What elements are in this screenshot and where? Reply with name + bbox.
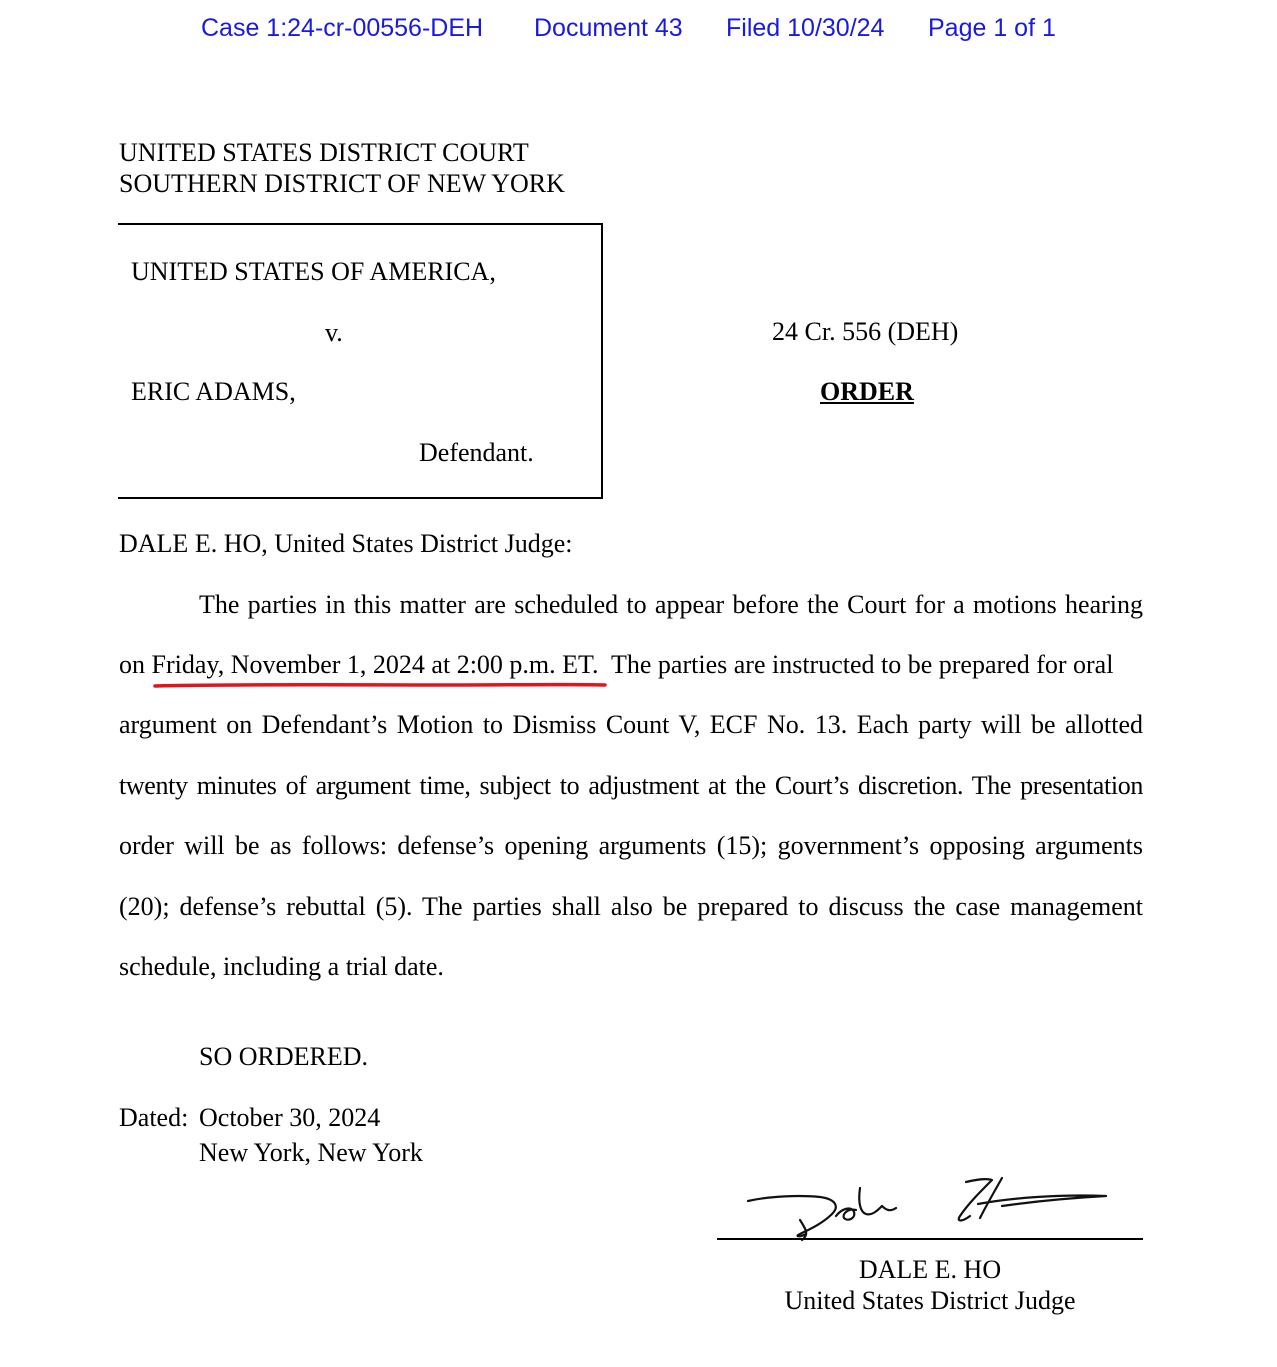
so-ordered: SO ORDERED. [199, 1042, 369, 1071]
body-line-4: twenty minutes of argument time, subject to adjustment at the Court’s discretion. The presentation [119, 771, 1143, 800]
header-document-number: Document 43 [534, 14, 683, 42]
caption-defendant-name: ERIC ADAMS, [131, 377, 296, 406]
body-line-1: The parties in this matter are scheduled to appear before the Court for a motions hearing [199, 590, 1143, 619]
body-line-3: argument on Defendant’s Motion to Dismiss Count V, ECF No. 13. Each party will be allotted [119, 710, 1143, 739]
body-line-2-pre: on [119, 650, 152, 679]
case-number: 24 Cr. 556 (DEH) [772, 317, 959, 346]
document-title: ORDER [820, 377, 914, 406]
caption-defendant-role: Defendant. [419, 438, 534, 467]
signer-name: DALE E. HO [858, 1255, 1002, 1284]
signer-title: United States District Judge [784, 1286, 1076, 1315]
body-line-6: (20); defense’s rebuttal (5). The parties shall also be prepared to discuss the case management [119, 892, 1143, 921]
court-name-line-2: SOUTHERN DISTRICT OF NEW YORK [119, 169, 565, 198]
body-line-5: order will be as follows: defense’s opening arguments (15); government’s opposing arguments [119, 831, 1143, 860]
dated-place: New York, New York [199, 1138, 423, 1167]
header-filed-date: Filed 10/30/24 [726, 14, 885, 42]
hearing-date-highlight: Friday, November 1, 2024 at 2:00 p.m. ET. [151, 650, 599, 679]
caption-versus: v. [325, 318, 343, 347]
court-name-line-1: UNITED STATES DISTRICT COURT [119, 138, 529, 167]
header-case-number: Case 1:24-cr-00556-DEH [201, 14, 484, 42]
judge-signature-image [740, 1168, 1120, 1248]
body-line-7: schedule, including a trial date. [119, 952, 444, 981]
dated-label: Dated: [119, 1103, 189, 1132]
judge-intro: DALE E. HO, United States District Judge: [119, 529, 573, 558]
signature-line [717, 1238, 1143, 1240]
body-line-2-post: The parties are instructed to be prepared for oral [598, 650, 1114, 679]
caption-plaintiff: UNITED STATES OF AMERICA, [131, 257, 496, 286]
header-page-count: Page 1 of 1 [928, 14, 1056, 42]
body-line-2 [119, 649, 1143, 681]
red-underline-annotation [153, 681, 607, 689]
dated-date: October 30, 2024 [199, 1103, 381, 1132]
